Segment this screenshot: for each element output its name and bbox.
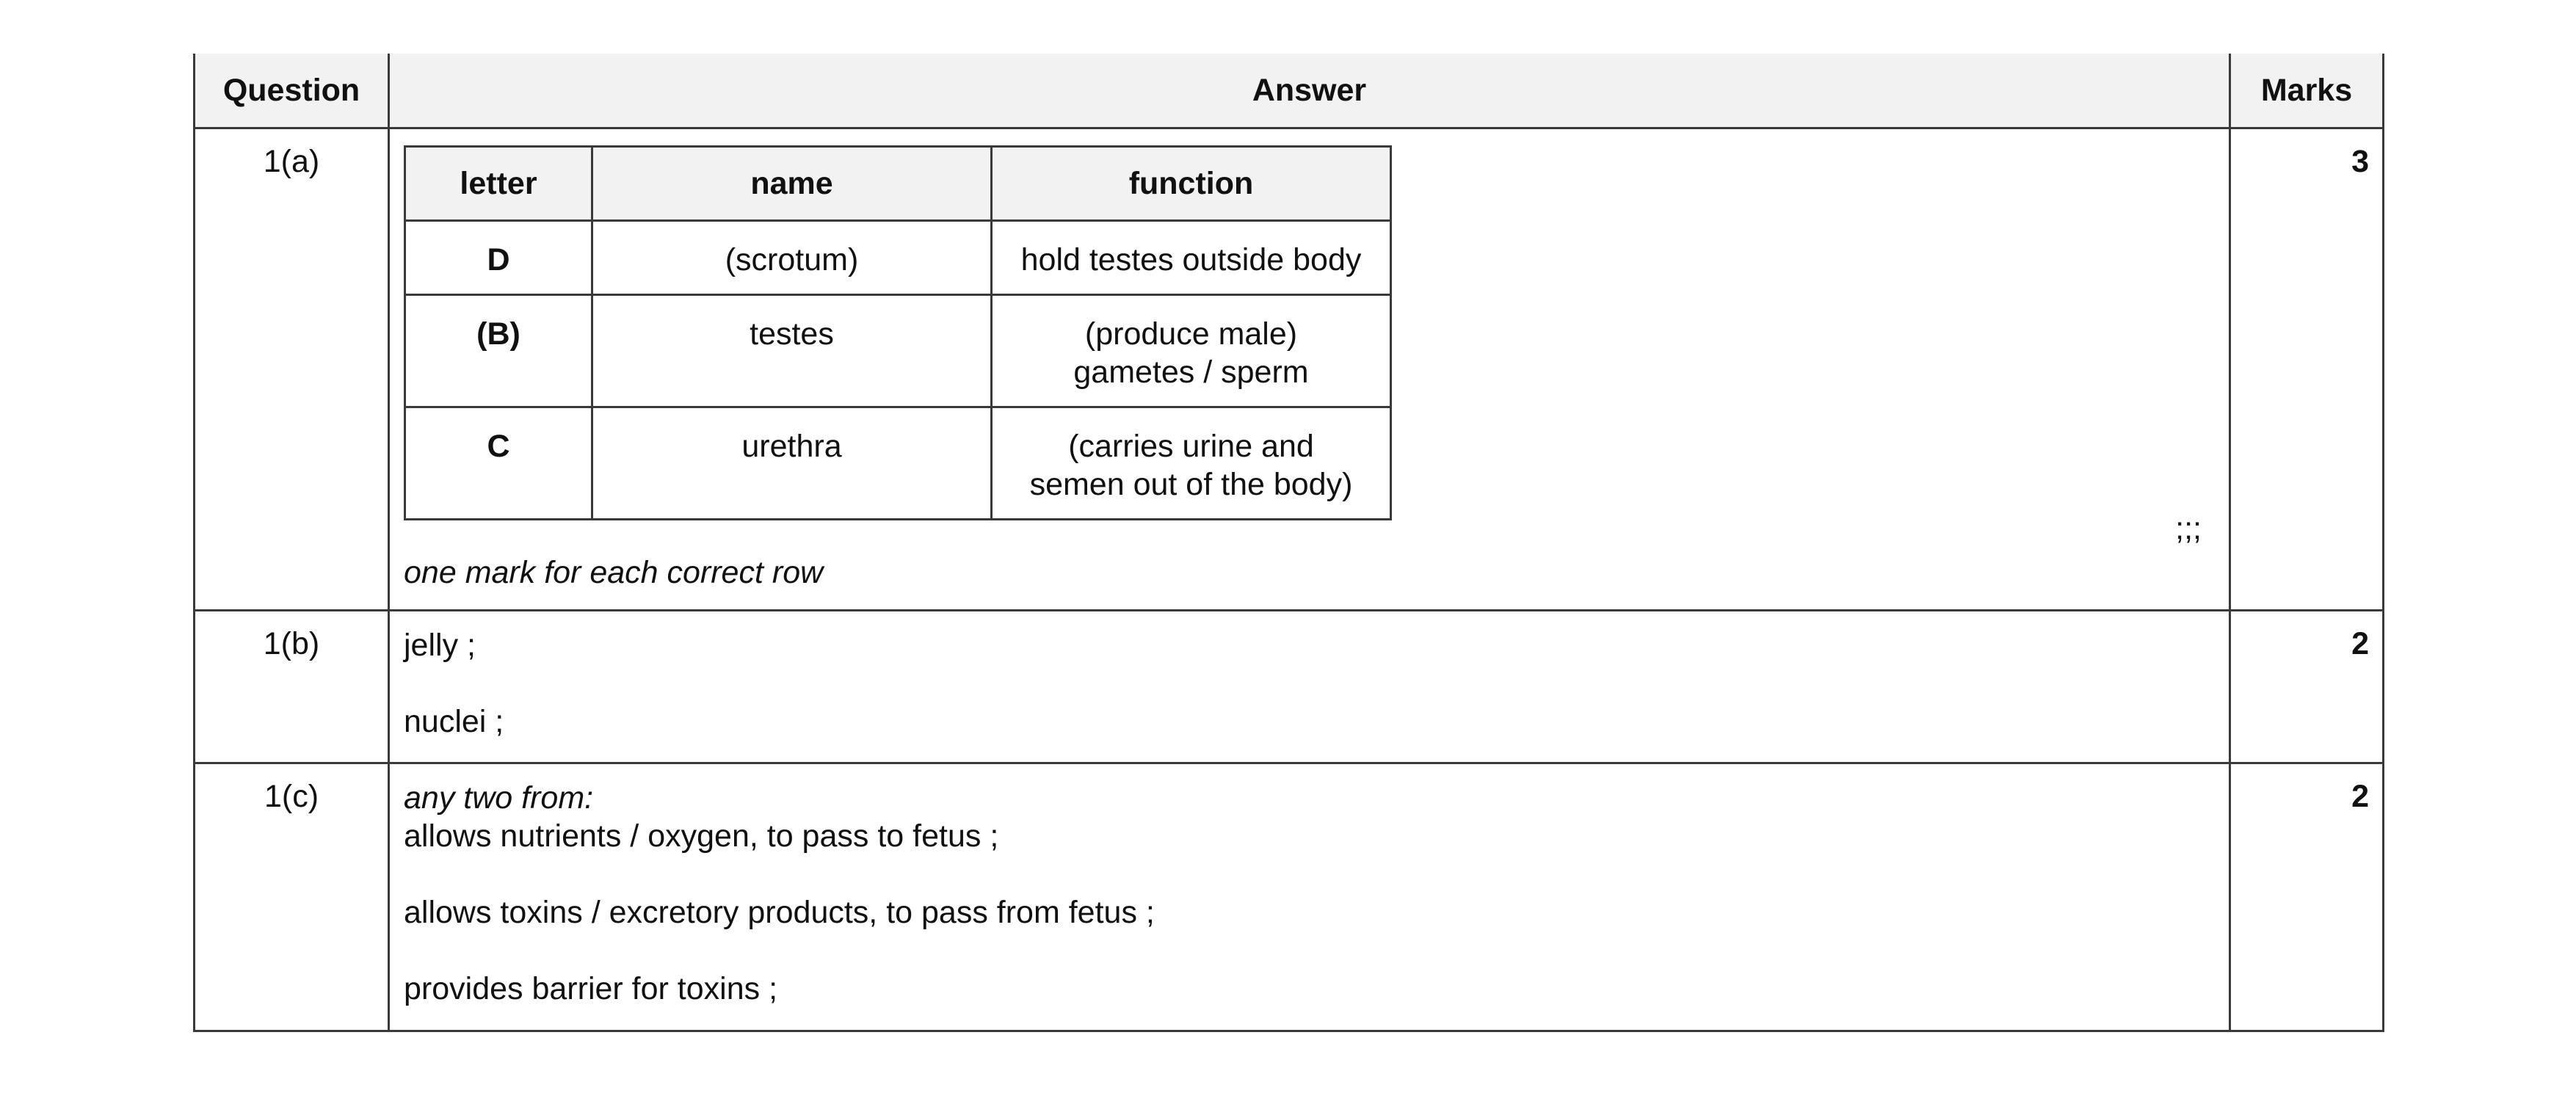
marks-value: 3 [2351,144,2369,179]
inner-table-row [405,407,1391,520]
answer-intro: any two from: [404,780,594,816]
marks-value: 2 [2351,779,2369,814]
cell-function-line: hold testes outside body [1020,242,1362,277]
inner-table-row [405,295,1391,407]
cell-name: (scrotum) [592,221,992,295]
cell-name: testes [592,295,992,407]
cell-function-line: (carries urine and [1068,429,1314,464]
table-row [193,764,2384,1032]
cell-letter: C [405,407,592,520]
cell-function [992,407,1391,520]
cell-letter: (B) [405,295,592,407]
table-row [193,129,2384,611]
answer-line: nuclei ; [404,704,504,739]
answer-line: jelly ; [404,628,476,663]
cell-function-line: gametes / sperm [1073,355,1309,390]
answer-inner-table [404,145,1392,520]
cell-function [992,221,1391,295]
table-header-row [193,54,2384,129]
question-number: 1(b) [263,626,320,661]
inner-header-function: function [992,147,1391,221]
mark-scheme-table [193,54,2384,1032]
inner-header-name: name [592,147,992,221]
cell-name: urethra [592,407,992,520]
inner-table-row [405,221,1391,295]
question-number: 1(a) [263,144,320,179]
table-row [193,611,2384,764]
cell-function [992,295,1391,407]
header-answer: Answer [1252,72,1367,108]
answer-line: allows toxins / excretory products, to pass from fetus ; [404,895,1155,930]
inner-header-letter: letter [405,147,592,221]
mark-points: ;;; [2175,511,2202,546]
header-marks: Marks [2260,72,2353,108]
cell-function-line: (produce male) [1084,316,1298,352]
answer-line: allows nutrients / oxygen, to pass to fetus ; [404,818,999,854]
cell-letter: D [405,221,592,295]
marks-value: 2 [2351,626,2369,661]
answer-line: provides barrier for toxins ; [404,971,778,1006]
cell-function-line: semen out of the body) [1029,467,1353,502]
header-question: Question [222,72,360,108]
marking-note: one mark for each correct row [404,555,824,590]
question-number: 1(c) [264,779,319,814]
inner-table-header-row [405,147,1391,221]
